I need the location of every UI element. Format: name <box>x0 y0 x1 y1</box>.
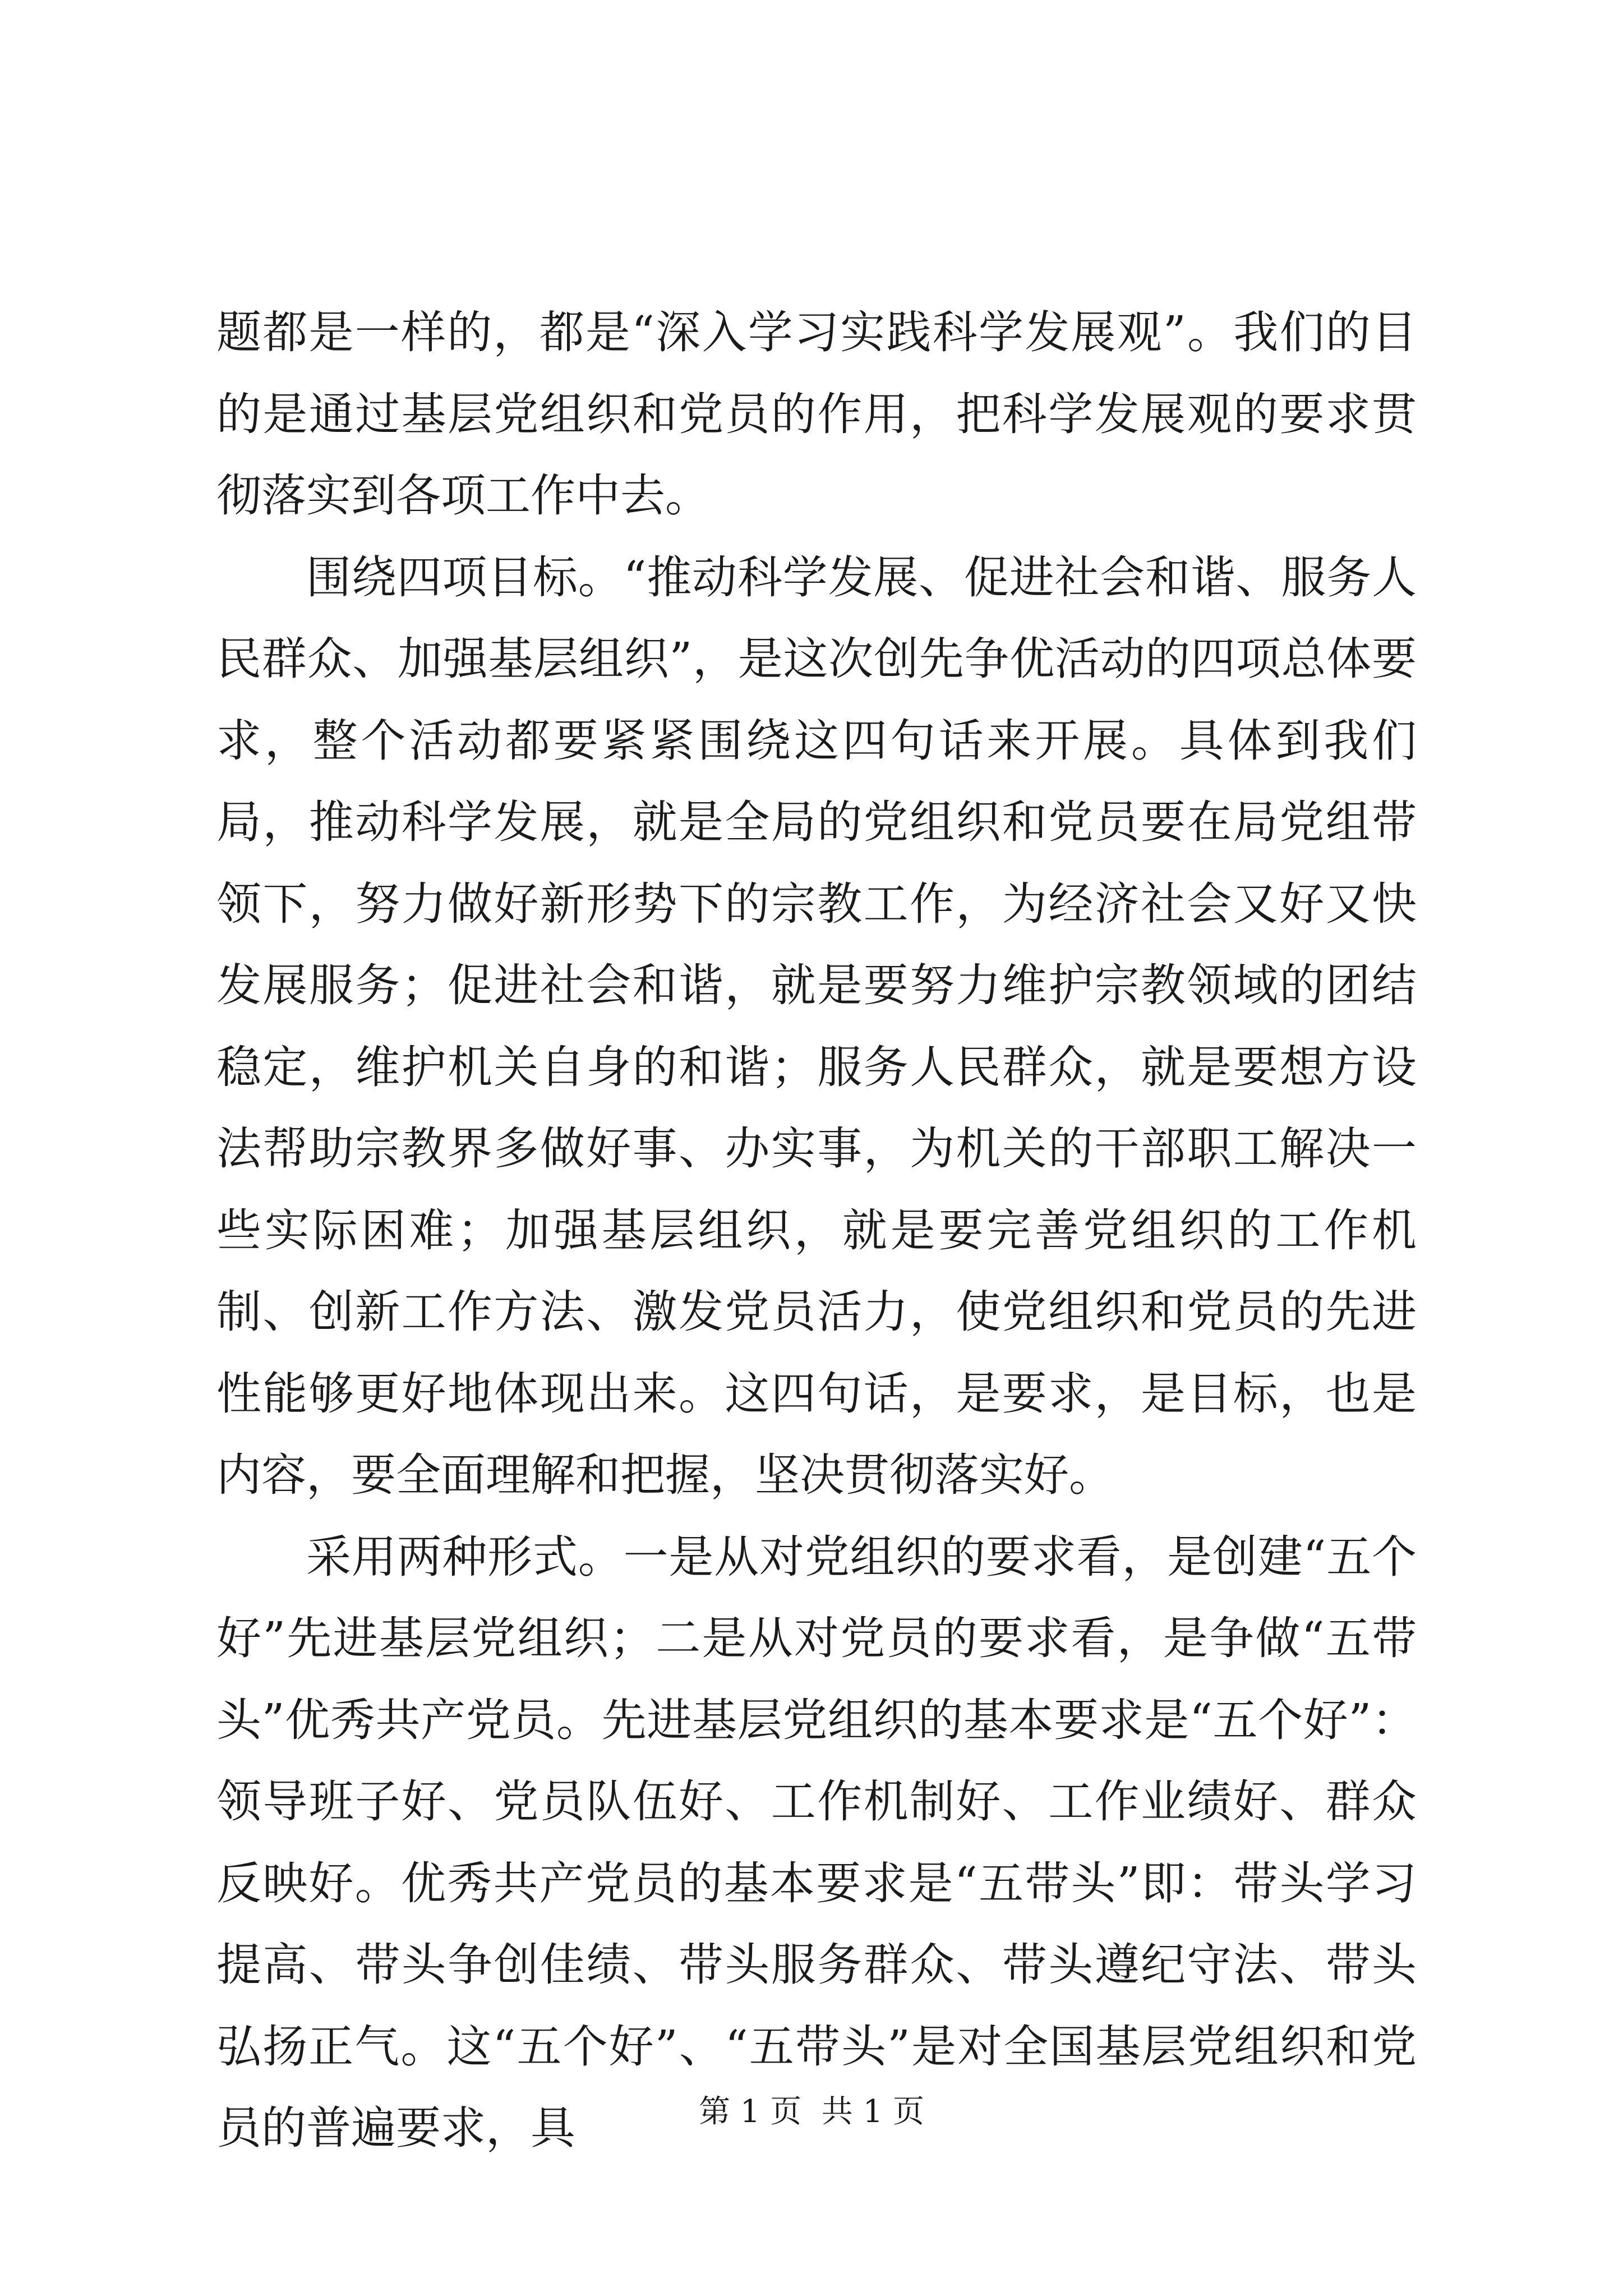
paragraph-3: 采用两种形式。一是从对党组织的要求看，是创建“五个好”先进基层党组织；二是从对党员的要求看，是争做“五带头”优秀共产党员。先进基层党组织的基本要求是“五个好”：领导班子好、党员队伍好、工作机制好、工作业绩好、群众反映好。优秀共产党员的基本要求是“五带头”即：带头学习提高、带头争创佳绩、带头服务群众、带头遵纪守法、带头弘扬正气。这“五个好”、“五带头”是对全国基层党组织和党员的普遍要求，具 <box>216 1530 1417 2154</box>
page-footer: 第 1 页 共 1 页 <box>698 2093 925 2130</box>
paragraph-2: 围绕四项目标。“推动科学发展、促进社会和谐、服务人民群众、加强基层组织”，是这次创先争优活动的四项总体要求，整个活动都要紧紧围绕这四句话来开展。具体到我们局，推动科学发展，就是全局的党组织和党员要在局党组带领下，努力做好新形势下的宗教工作，为经济社会又好又快发展服务；促进社会和谐，就是要努力维护宗教领域的团结稳定，维护机关自身的和谐；服务人民群众，就是要想方设法帮助宗教界多做好事、办实事，为机关的干部职工解决一些实际困难；加强基层组织，就是要完善党组织的工作机制、创新工作方法、激发党员活力，使党组织和党员的先进性能够更好地体现出来。这四句话，是要求，是目标，也是内容，要全面理解和把握，坚决贯彻落实好。 <box>216 551 1417 1501</box>
paragraph-1: 题都是一样的，都是“深入学习实践科学发展观”。我们的目的是通过基层党组织和党员的作用，把科学发展观的要求贯彻落实到各项工作中去。 <box>216 306 1417 522</box>
body-text <box>216 292 1417 2169</box>
